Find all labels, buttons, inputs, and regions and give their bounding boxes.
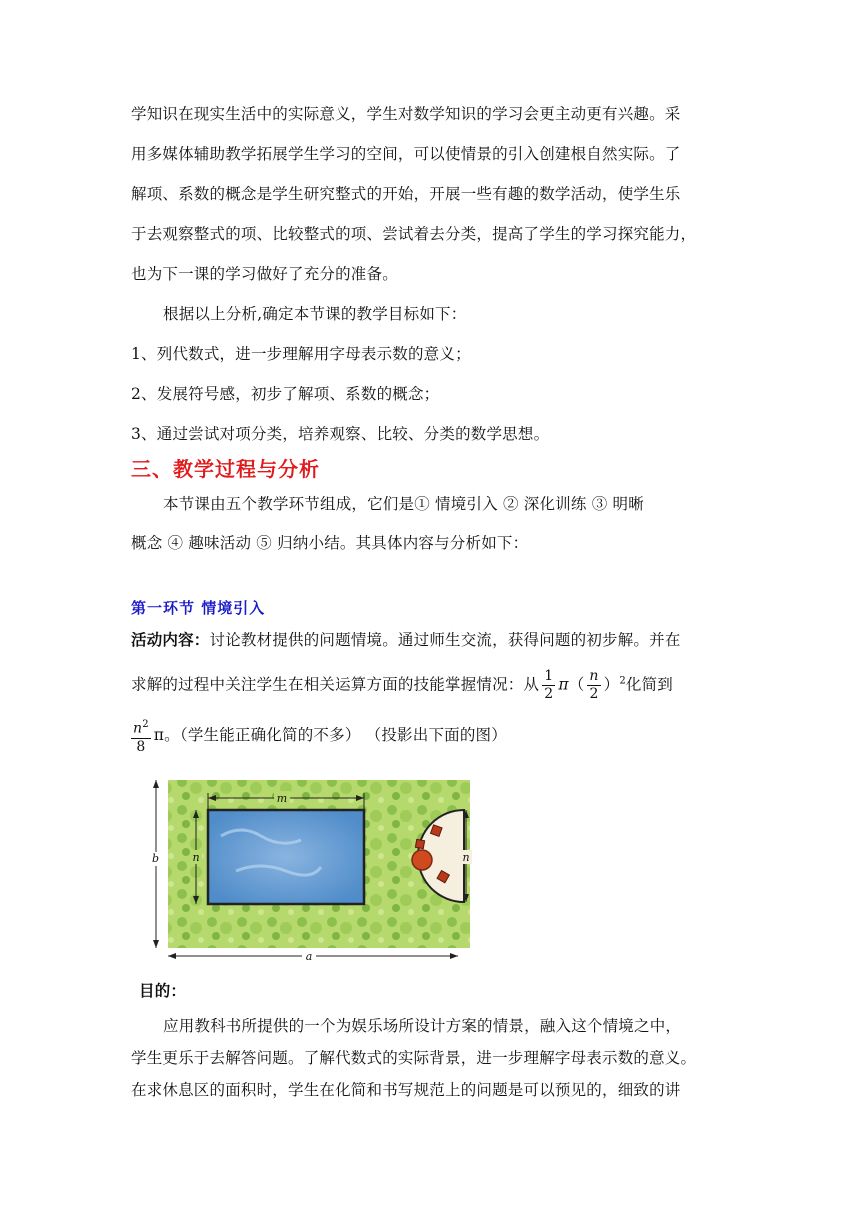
objectives-lead: 根据以上分析,确定本节课的教学目标如下：: [163, 305, 467, 323]
intro-line-3: 解项、系数的概念是学生研究整式的开始，开展一些有趣的数学活动，使学生乐: [131, 185, 681, 203]
activity-text-1: 讨论教材提供的问题情境。通过师生交流，获得问题的初步解。并在: [209, 631, 681, 649]
label-a: a: [305, 950, 313, 963]
objective-2: 2、发展符号感，初步了解项、系数的概念；: [131, 385, 440, 403]
purpose-line-3: 在求休息区的面积时，学生在化简和书写规范上的问题是可以预见的，细致的讲: [131, 1081, 681, 1099]
n-letter: n: [133, 720, 143, 737]
pool: [208, 810, 364, 904]
activity-label: 活动内容：: [131, 631, 210, 649]
purpose-label: 目的：: [139, 982, 187, 1000]
activity-text-2b: 化简到: [625, 675, 673, 694]
label-n-left: n: [192, 851, 200, 864]
activity-line-2: [131, 668, 731, 703]
fraction-n-numerator: n: [589, 668, 599, 684]
intro-line-4: 于去观察整式的项、比较整式的项、尝试着去分类，提高了学生的学习探究能力，: [131, 225, 697, 243]
fraction-n2-numerator: [131, 716, 151, 739]
activity-text-2a: 求解的过程中关注学生在相关运算方面的技能掌握情况：从: [131, 675, 540, 694]
fraction-n-over-2: [587, 668, 600, 703]
exponent-2: 2: [619, 675, 626, 687]
pi-symbol: π: [558, 675, 569, 694]
result-line: [131, 716, 731, 756]
fraction-half-numerator: 1: [544, 668, 554, 684]
objective-3: 3、通过尝试对项分类，培养观察、比较、分类的数学思想。: [131, 425, 550, 443]
fraction-n2-over-8: [131, 716, 151, 756]
paren-open: （: [568, 675, 585, 694]
label-b: b: [152, 852, 160, 865]
intro-line-5: 也为下一课的学习做好了充分的准备。: [131, 265, 398, 283]
fraction-n-denominator: 2: [589, 686, 599, 702]
intro-line-1: 学知识在现实生活中的实际意义，学生对数学知识的学习会更主动更有兴趣。采: [131, 105, 681, 123]
label-n-right: n: [462, 851, 470, 864]
park-plan-figure: [146, 776, 474, 964]
objective-1: 1、列代数式，进一步理解用字母表示数的意义；: [131, 345, 471, 363]
rest-table: [412, 850, 432, 870]
n-exponent: 2: [142, 719, 149, 730]
fraction-8-denominator: 8: [136, 738, 146, 755]
intro-line-2: 用多媒体辅助教学拓展学生学习的空间，可以使情景的引入创建根自然实际。了: [131, 145, 681, 163]
activity-line-1: [131, 630, 731, 650]
process-intro-2: 概念 ④ 趣味活动 ⑤ 归纳小结。其具体内容与分析如下：: [131, 534, 529, 552]
stage1-title: 第一环节 情境引入: [131, 599, 266, 617]
result-text: π。（学生能正确化简的不多） （投影出下面的图）: [153, 725, 507, 744]
purpose-line-2: 学生更乐于去解答问题。了解代数式的实际背景，进一步理解字母表示数的意义。: [131, 1049, 697, 1067]
process-intro-1: 本节课由五个教学环节组成，它们是① 情境引入 ② 深化训练 ③ 明晰: [163, 495, 644, 513]
fraction-half: [542, 668, 555, 703]
paren-close: ）: [603, 675, 620, 694]
fraction-half-denominator: 2: [544, 686, 554, 702]
label-m: m: [276, 792, 288, 805]
section-heading: 三、教学过程与分析: [131, 457, 320, 481]
purpose-line-1: 应用教科书所提供的一个为娱乐场所设计方案的情景，融入这个情境之中，: [163, 1017, 682, 1035]
